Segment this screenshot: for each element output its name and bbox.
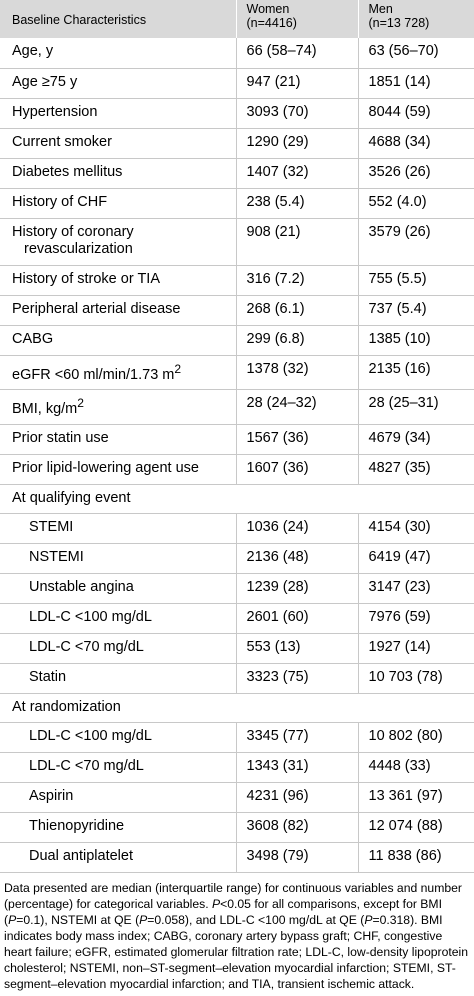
table-row [0, 514, 474, 544]
men-value: 552 (4.0) [358, 188, 474, 218]
men-value: 2135 (16) [358, 355, 474, 390]
women-value: 1239 (28) [236, 574, 358, 604]
table-row [0, 390, 474, 425]
men-value: 3579 (26) [358, 218, 474, 265]
table-row [0, 355, 474, 390]
row-label-line1: History of coronary [12, 223, 134, 240]
women-value: 553 (13) [236, 634, 358, 664]
women-value: 299 (6.8) [236, 325, 358, 355]
men-value: 12 074 (88) [358, 813, 474, 843]
header-men [358, 0, 474, 38]
table-body [0, 38, 474, 873]
table-footnote [0, 873, 474, 992]
women-value: 1036 (24) [236, 514, 358, 544]
table-row [0, 455, 474, 485]
table-row [0, 218, 474, 265]
row-label: Prior statin use [0, 425, 236, 455]
row-label [0, 218, 236, 265]
women-value: 316 (7.2) [236, 265, 358, 295]
women-value: 66 (58–74) [236, 38, 358, 68]
footnote-text-2: <0.05 for all comparisons, except for BMI ( [4, 897, 442, 928]
men-value: 13 361 (97) [358, 783, 474, 813]
row-label: LDL-C <100 mg/dL [0, 723, 236, 753]
men-value: 63 (56–70) [358, 38, 474, 68]
header-women [236, 0, 358, 38]
table-row [0, 843, 474, 873]
row-label: Age, y [0, 38, 236, 68]
table-row [0, 295, 474, 325]
row-label: History of stroke or TIA [0, 265, 236, 295]
women-value: 3093 (70) [236, 98, 358, 128]
women-value: 4231 (96) [236, 783, 358, 813]
men-value: 11 838 (86) [358, 843, 474, 873]
table-row [0, 325, 474, 355]
men-value: 3526 (26) [358, 158, 474, 188]
men-value: 4688 (34) [358, 128, 474, 158]
row-label: Peripheral arterial disease [0, 295, 236, 325]
table-row [0, 265, 474, 295]
women-value: 3345 (77) [236, 723, 358, 753]
footnote-text-4: =0.058), and LDL-C <100 mg/dL at QE ( [147, 913, 365, 928]
table-row [0, 634, 474, 664]
table-row [0, 425, 474, 455]
section-row-qualifying-event [0, 485, 474, 514]
women-value: 908 (21) [236, 218, 358, 265]
women-value: 2601 (60) [236, 604, 358, 634]
row-label-superscript: 2 [174, 361, 182, 376]
women-value: 947 (21) [236, 68, 358, 98]
men-value: 1385 (10) [358, 325, 474, 355]
men-value: 4827 (35) [358, 455, 474, 485]
table-row [0, 98, 474, 128]
section-title: At randomization [0, 694, 474, 723]
section-row-randomization [0, 694, 474, 723]
table-row [0, 544, 474, 574]
table-row [0, 783, 474, 813]
footnote-p-symbol: P [8, 913, 17, 928]
men-value: 10 802 (80) [358, 723, 474, 753]
row-label: CABG [0, 325, 236, 355]
table-row [0, 128, 474, 158]
row-label: LDL-C <70 mg/dL [0, 753, 236, 783]
women-value: 28 (24–32) [236, 390, 358, 425]
row-label-line2: revascularization [24, 240, 133, 257]
women-value: 1343 (31) [236, 753, 358, 783]
table-row [0, 38, 474, 68]
footnote-p-symbol: P [139, 913, 148, 928]
men-value: 4448 (33) [358, 753, 474, 783]
row-label [0, 390, 236, 425]
women-value: 268 (6.1) [236, 295, 358, 325]
row-label: History of CHF [0, 188, 236, 218]
section-title: At qualifying event [0, 485, 474, 514]
men-value: 1851 (14) [358, 68, 474, 98]
women-value: 238 (5.4) [236, 188, 358, 218]
table-row [0, 188, 474, 218]
row-label: Prior lipid-lowering agent use [0, 455, 236, 485]
women-value: 1567 (36) [236, 425, 358, 455]
row-label: Unstable angina [0, 574, 236, 604]
table-row [0, 723, 474, 753]
row-label: Age ≥75 y [0, 68, 236, 98]
men-value: 737 (5.4) [358, 295, 474, 325]
row-label-text: BMI, kg/m [12, 401, 78, 418]
table-row [0, 664, 474, 694]
women-value: 1378 (32) [236, 355, 358, 390]
men-value: 4154 (30) [358, 514, 474, 544]
men-value: 6419 (47) [358, 544, 474, 574]
men-value: 1927 (14) [358, 634, 474, 664]
footnote-text-3: =0.1), NSTEMI at QE ( [16, 913, 140, 928]
row-label [0, 355, 236, 390]
footnote-text-1: Data presented are median (interquartile range) for continuous variables and number (percentage) for categorical variables. [4, 881, 462, 912]
women-value: 1290 (29) [236, 128, 358, 158]
women-value: 1407 (32) [236, 158, 358, 188]
row-label-superscript: 2 [77, 396, 84, 411]
row-label: Thienopyridine [0, 813, 236, 843]
row-label: STEMI [0, 514, 236, 544]
men-value: 7976 (59) [358, 604, 474, 634]
table-row [0, 68, 474, 98]
row-label: Aspirin [0, 783, 236, 813]
row-label: Diabetes mellitus [0, 158, 236, 188]
table-row [0, 158, 474, 188]
row-label: LDL-C <70 mg/dL [0, 634, 236, 664]
header-women-label: Women [246, 2, 290, 16]
row-label: NSTEMI [0, 544, 236, 574]
table-row [0, 574, 474, 604]
header-men-n: (n=13 728) [368, 16, 430, 30]
row-label: LDL-C <100 mg/dL [0, 604, 236, 634]
header-men-label: Men [368, 2, 393, 16]
women-value: 1607 (36) [236, 455, 358, 485]
women-value: 3498 (79) [236, 843, 358, 873]
row-label-text: eGFR <60 ml/min/1.73 m [12, 366, 175, 383]
footnote-p-symbol: P [211, 897, 221, 912]
row-label: Hypertension [0, 98, 236, 128]
row-label: Current smoker [0, 128, 236, 158]
footnote-p-symbol: P [364, 913, 373, 928]
header-women-n: (n=4416) [246, 16, 297, 30]
men-value: 10 703 (78) [358, 664, 474, 694]
women-value: 2136 (48) [236, 544, 358, 574]
table-row [0, 604, 474, 634]
footnote-text-5: =0.318). BMI indicates body mass index; CABG, coronary artery bypass graft; CHF, congestive heart failure; eGFR, estimated glomerular filtration rate; LDL-C, low-density lipoprotein cholesterol; NSTEMI, non–ST-segment–elevation myocardial infarction; STEMI, ST-segment–elevation myocardial infarction; and TIA, transient ischemic attack. [4, 913, 468, 992]
row-label: Dual antiplatelet [0, 843, 236, 873]
women-value: 3608 (82) [236, 813, 358, 843]
men-value: 4679 (34) [358, 425, 474, 455]
table-header [0, 0, 474, 38]
men-value: 8044 (59) [358, 98, 474, 128]
table-row [0, 813, 474, 843]
men-value: 755 (5.5) [358, 265, 474, 295]
men-value: 3147 (23) [358, 574, 474, 604]
men-value: 28 (25–31) [358, 390, 474, 425]
header-characteristics: Baseline Characteristics [0, 0, 236, 38]
women-value: 3323 (75) [236, 664, 358, 694]
row-label: Statin [0, 664, 236, 694]
table-row [0, 753, 474, 783]
